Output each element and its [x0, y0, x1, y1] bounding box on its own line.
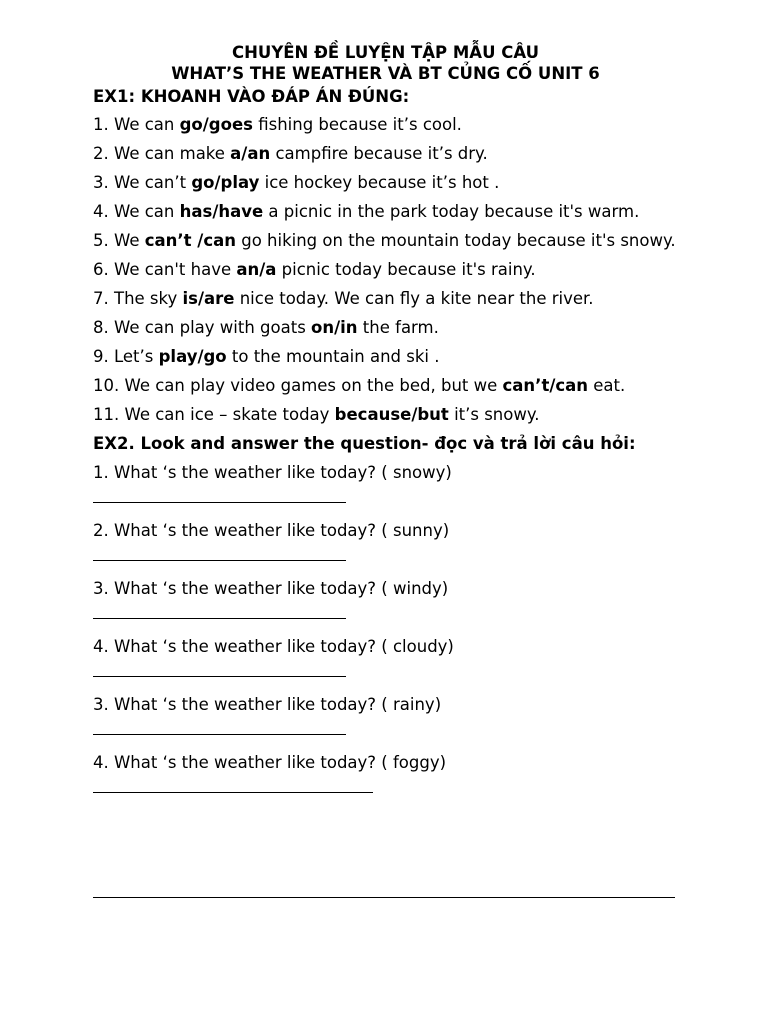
ex1-list	[93, 115, 678, 425]
ex2-question: 1. What ‘s the weather like today? ( snowy)	[93, 463, 452, 482]
ex2-heading: EX2. Look and answer the question- đọc và trả lời câu hỏi:	[93, 434, 636, 453]
ex2-question-block	[93, 637, 678, 677]
ex2-question-block	[93, 695, 678, 735]
ex1-item: 1. We can go/goes fishing because it’s cool.	[93, 115, 462, 134]
ex1-item: 5. We can’t /can go hiking on the mountain today because it's snowy.	[93, 231, 676, 250]
ex2-question-block	[93, 521, 678, 561]
footer-divider	[93, 897, 675, 898]
answer-blank[interactable]	[93, 676, 346, 677]
title-line-1: CHUYÊN ĐỀ LUYỆN TẬP MẪU CÂU	[232, 43, 539, 62]
page-title	[83, 42, 688, 84]
ex1-item: 6. We can't have an/a picnic today because it's rainy.	[93, 260, 536, 279]
ex2-question: 3. What ‘s the weather like today? ( windy)	[93, 579, 449, 598]
answer-blank[interactable]	[93, 618, 346, 619]
ex2-list	[93, 463, 678, 793]
ex2-question: 4. What ‘s the weather like today? ( foggy)	[93, 753, 447, 772]
answer-blank[interactable]	[93, 792, 373, 793]
ex1-heading: EX1: KHOANH VÀO ĐÁP ÁN ĐÚNG:	[93, 87, 410, 106]
worksheet-page	[93, 42, 678, 793]
ex1-item: 9. Let’s play/go to the mountain and ski .	[93, 347, 440, 366]
ex2-question: 3. What ‘s the weather like today? ( rainy)	[93, 695, 442, 714]
ex2-question-block	[93, 463, 678, 503]
answer-blank[interactable]	[93, 502, 346, 503]
ex2-question-block	[93, 753, 678, 793]
ex1-item: 3. We can’t go/play ice hockey because it’s hot .	[93, 173, 500, 192]
title-line-2: WHAT’S THE WEATHER VÀ BT CỦNG CỐ UNIT 6	[171, 64, 600, 83]
ex1-item: 8. We can play with goats on/in the farm.	[93, 318, 439, 337]
ex1-item: 11. We can ice – skate today because/but it’s snowy.	[93, 405, 540, 424]
ex1-item: 7. The sky is/are nice today. We can fly a kite near the river.	[93, 289, 594, 308]
ex2-question: 2. What ‘s the weather like today? ( sunny)	[93, 521, 450, 540]
ex1-item: 2. We can make a/an campfire because it’s dry.	[93, 144, 488, 163]
answer-blank[interactable]	[93, 560, 346, 561]
ex1-item: 10. We can play video games on the bed, but we can’t/can eat.	[93, 376, 626, 395]
ex2-question-block	[93, 579, 678, 619]
ex1-item: 4. We can has/have a picnic in the park today because it's warm.	[93, 202, 640, 221]
answer-blank[interactable]	[93, 734, 346, 735]
ex2-question: 4. What ‘s the weather like today? ( cloudy)	[93, 637, 454, 656]
